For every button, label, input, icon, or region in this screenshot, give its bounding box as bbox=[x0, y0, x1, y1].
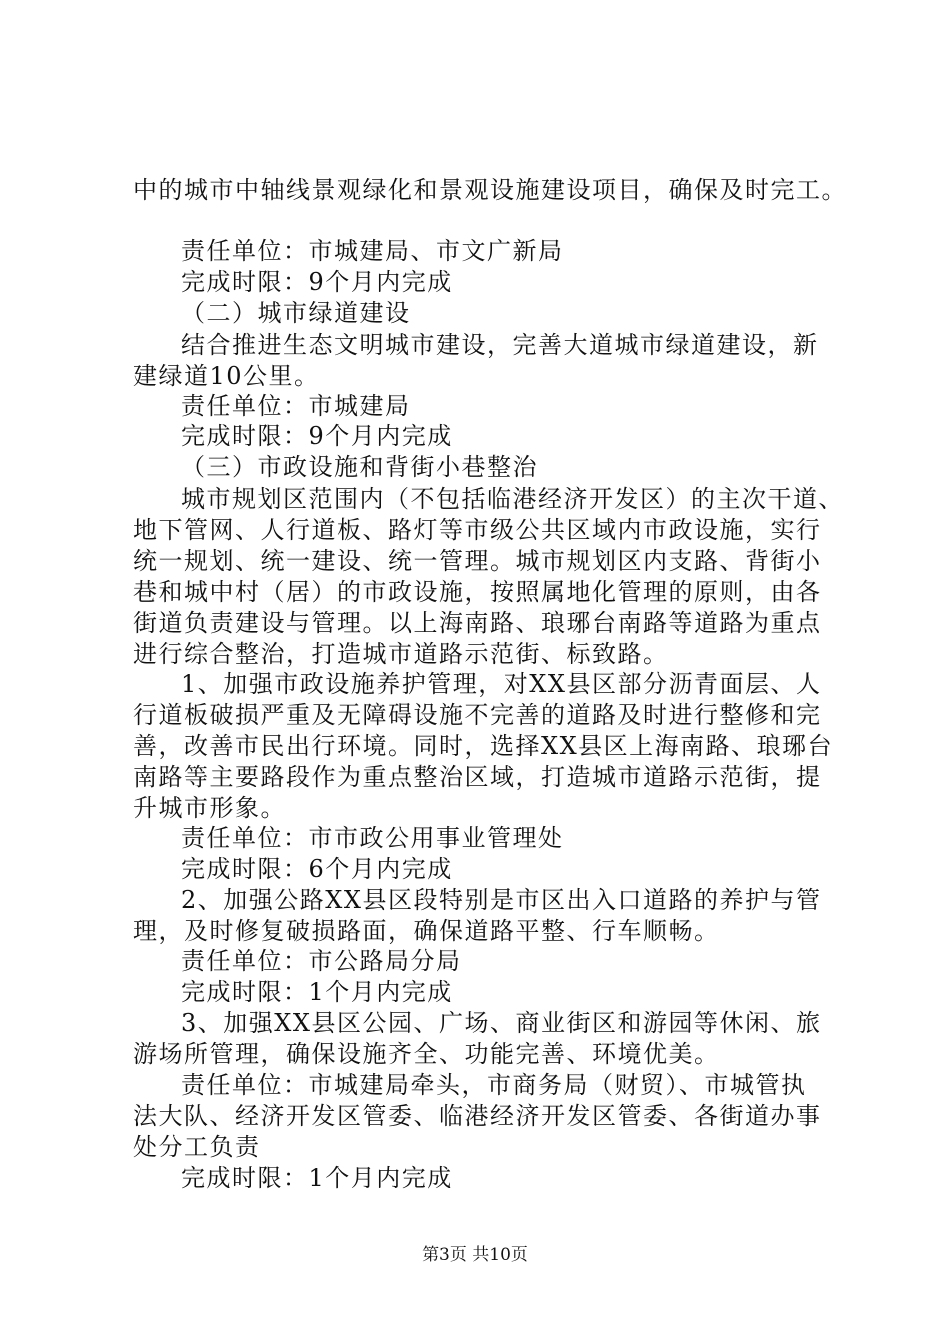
text-line: 善，改善市民出行环境。同时，选择XX县区上海南路、琅琊台 bbox=[133, 732, 834, 760]
text-line: 法大队、经济开发区管委、临港经济开发区管委、各街道办事 bbox=[133, 1102, 822, 1130]
text-line: 结合推进生态文明城市建设，完善大道城市绿道建设，新 bbox=[181, 331, 819, 359]
text-line: 中的城市中轴线景观绿化和景观设施建设项目，确保及时完工。 bbox=[133, 176, 847, 204]
text-line: 街道负责建设与管理。以上海南路、琅琊台南路等道路为重点 bbox=[133, 609, 822, 637]
text-line: 游场所管理，确保设施齐全、功能完善、环境优美。 bbox=[133, 1040, 720, 1068]
text-line: 南路等主要路段作为重点整治区域，打造城市道路示范街，提 bbox=[133, 763, 822, 791]
text-line: 升城市形象。 bbox=[133, 794, 286, 822]
text-line: 统一规划、统一建设、统一管理。城市规划区内支路、背街小 bbox=[133, 547, 822, 575]
text-line: 1、加强市政设施养护管理，对XX县区部分沥青面层、人 bbox=[181, 670, 822, 698]
text-line: 完成时限：9个月内完成 bbox=[181, 422, 453, 450]
text-line: 责任单位：市市政公用事业管理处 bbox=[181, 824, 564, 852]
page-footer: 第3页 共10页 bbox=[422, 1245, 528, 1265]
text-line: 地下管网、人行道板、路灯等市级公共区域内市政设施，实行 bbox=[133, 516, 822, 544]
text-line: 3、加强XX县区公园、广场、商业街区和游园等休闲、旅 bbox=[181, 1009, 822, 1037]
text-line: 2、加强公路XX县区段特别是市区出入口道路的养护与管 bbox=[181, 886, 822, 914]
section-heading: （二）城市绿道建设 bbox=[181, 299, 411, 327]
text-line: 巷和城中村（居）的市政设施，按照属地化管理的原则，由各 bbox=[133, 578, 822, 606]
text-line: 处分工负责 bbox=[133, 1133, 261, 1161]
text-line: 完成时限：1个月内完成 bbox=[181, 978, 453, 1006]
text-line: 责任单位：市城建局 bbox=[181, 392, 411, 420]
text-line: 完成时限：6个月内完成 bbox=[181, 855, 453, 883]
text-line: 责任单位：市公路局分局 bbox=[181, 947, 462, 975]
text-line: 责任单位：市城建局牵头，市商务局（财贸）、市城管执 bbox=[181, 1071, 807, 1099]
text-line: 责任单位：市城建局、市文广新局 bbox=[181, 237, 564, 265]
text-line: 城市规划区范围内（不包括临港经济开发区）的主次干道、 bbox=[181, 485, 844, 513]
text-line: 进行综合整治，打造城市道路示范街、标致路。 bbox=[133, 640, 669, 668]
text-line: 完成时限：9个月内完成 bbox=[181, 268, 453, 296]
text-line: 建绿道10公里。 bbox=[133, 362, 320, 390]
section-heading: （三）市政设施和背街小巷整治 bbox=[181, 453, 538, 481]
text-line: 理，及时修复破损路面，确保道路平整、行车顺畅。 bbox=[133, 917, 720, 945]
text-line: 完成时限：1个月内完成 bbox=[181, 1164, 453, 1192]
text-line: 行道板破损严重及无障碍设施不完善的道路及时进行整修和完 bbox=[133, 701, 822, 729]
